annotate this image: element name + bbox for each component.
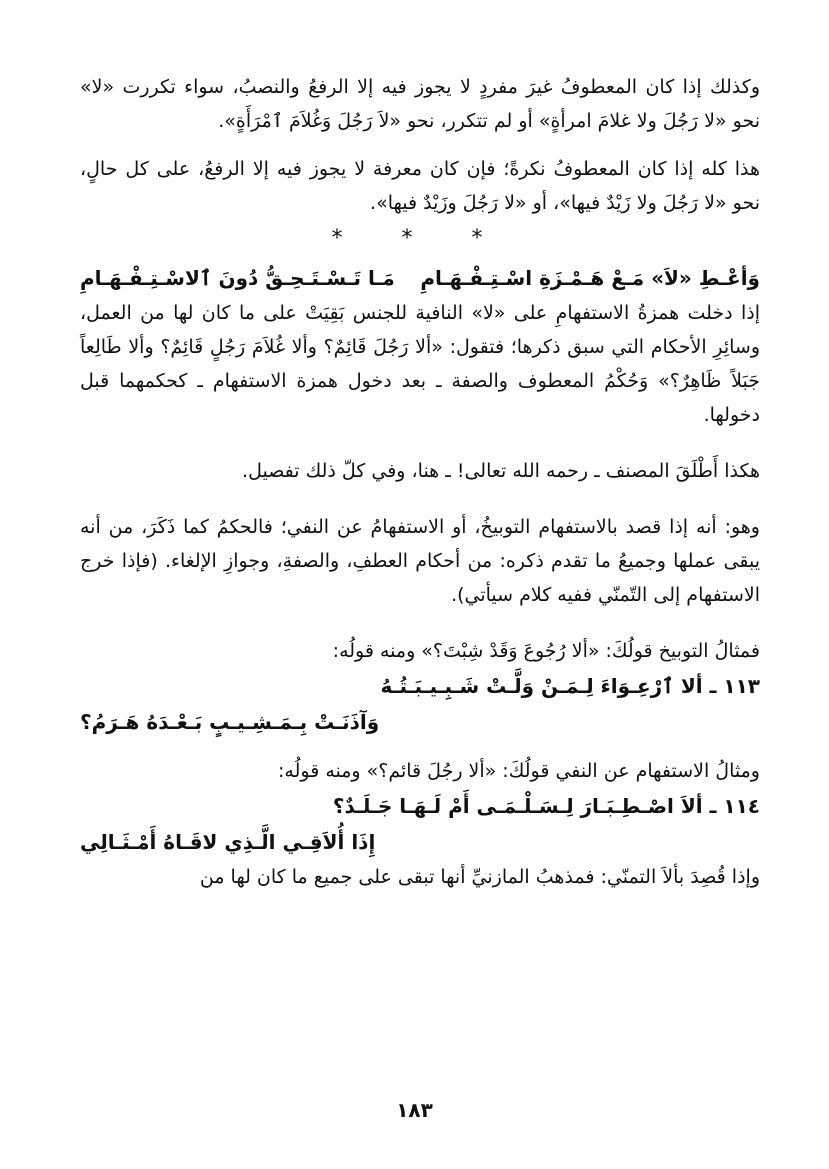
paragraph-3: إذا دخلت همزةُ الاستفهامِ على «لا» النافية للجنس بَقِيَتْ على ما كان لها من العمل، وسائِرِ الأحكام التي سبق ذكرها؛ فتقول: «ألا رَجُلَ قَائِمٌ؟ وألا غُلاَمَ رَجُلٍ قَائِمٌ؟ وألا طَالِعاً جَبَلاً ظَاهِرٌ؟» وَحُكْمُ المعطوف والصفة ـ بعد دخول همزة الاستفهام ـ كحكمهما قبل دخولها. [80, 302, 760, 426]
verse-113-first: ١١٣ ـ ألا ٱرْعِـوَاءَ لِـمَـنْ وَلَّـتْ شَـبِـيـبَـتُـهُ [380, 674, 760, 698]
paragraph-2: هذا كله إذا كان المعطوفُ نكرةً؛ فإن كان معرفة لا يجوز فيه إلا الرفعُ، على كل حالٍ، نحو «لا رَجُلَ ولا زَيْدٌ فيها»، أو «لا رَجُلَ وزَيْدٌ فيها». [80, 158, 760, 214]
paragraph-6: فمثالُ التوبيخ قولُكَ: «ألا رُجُوعَ وَقَدْ شِبْتَ؟» ومنه قولُه: [332, 640, 760, 662]
verse-first-hemistich: وَأعْـطِ «لاَ» مَـعْ هَـمْـزَةِ اسْـتِـفْـهَـامِ [420, 266, 760, 290]
paragraph-7: ومثالُ الاستفهام عن النفي قولُكَ: «ألا رجُلَ قائم؟» ومنه قولُه: [278, 760, 760, 782]
page-number: ١٨٣ [396, 1098, 433, 1122]
section-separator: * * * [331, 226, 509, 251]
verse-113-second: وَآذَنَـتْ بِـمَـشِـيـبٍ بَـعْـدَهُ هَـرَمُ؟ [80, 710, 380, 734]
book-page [80, 70, 760, 894]
verse-114-second: إِذَا أُلاَقِـي الَّـذِي لاقَـاهُ أَمْـثَـالِي [80, 830, 376, 854]
paragraph-8: وإذا قُصِدَ بألاَ التمنّي: فمذهبُ المازنيِّ أنها تبقى على جميع ما كان لها من [199, 866, 760, 888]
verse-second-hemistich: مَـا تَـسْـتَـحِـقُّ دُونَ ٱلاسْـتِـفْـهَـامِ [80, 266, 395, 290]
verse-114-first: ١١٤ ـ ألاَ اصْـطِـبَـارَ لِـسَـلْـمَـى أَمْ لَـهَـا جَـلَـدٌ؟ [332, 794, 760, 818]
paragraph-1: وكذلك إذا كان المعطوفُ غيرَ مفردٍ لا يجوز فيه إلا الرفعُ والنصبُ، سواء تكررت «لا» نحو «لا رَجُلَ ولا غلامَ امرأةٍ» أو لم تتكرر، نحو «لاَ رَجُلَ وَغُلاَمَ ٱمْرَأَةٍ». [80, 76, 760, 132]
paragraph-5: وهو: أنه إذا قصد بالاستفهام التوبيخُ، أو الاستفهامُ عن النفي؛ فالحكمُ كما ذَكَرَ، من أنه يبقى عملها وجميعُ ما تقدم ذكره: من أحكام العطفِ، والصفةِ، وجوازِ الإلغاء. (فإذا خرج الاستفهام إلى التّمنّي ففيه كلام سيأتي). [80, 516, 760, 606]
paragraph-4: هكذا أَطْلَقَ المصنف ـ رحمه الله تعالى! ـ هنا، وفي كلّ ذلك تفصيل. [242, 460, 760, 482]
alfiyya-verse [80, 260, 760, 296]
